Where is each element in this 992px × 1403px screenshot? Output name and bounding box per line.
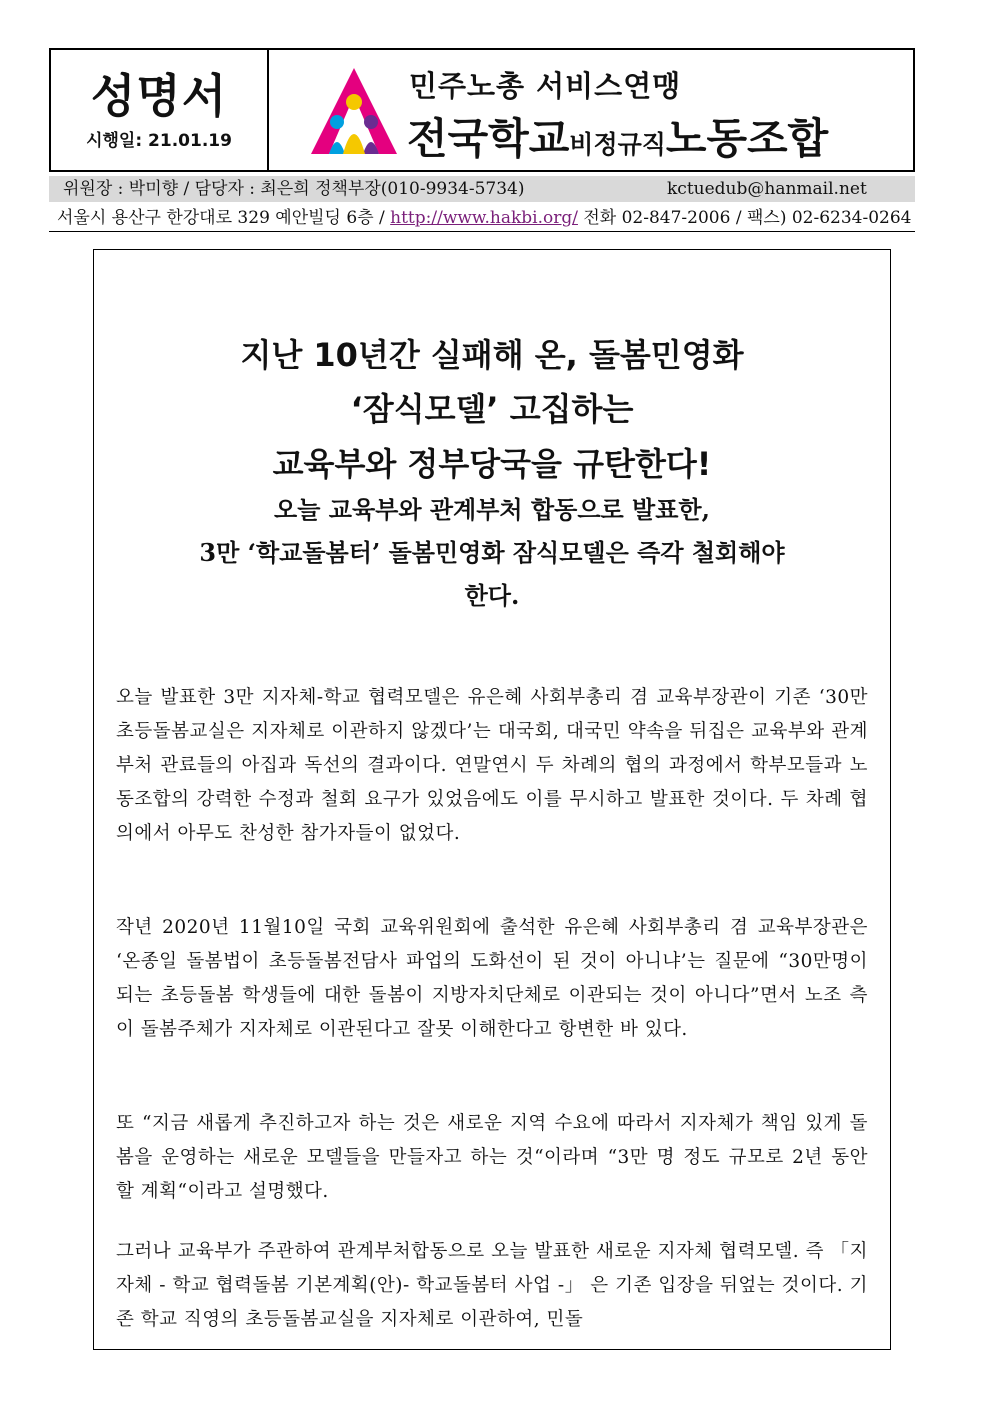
subtitle-line-3: 한다. — [464, 581, 520, 610]
phone-fax: 전화 02-847-2006 / 팩스) 02-6234-0264 — [577, 208, 912, 228]
paragraph-3: 또 “지금 새롭게 추진하고자 하는 것은 새로운 지역 수요에 따라서 지자체가 책임 있게 돌봄을 운영하는 새로운 모델들을 만들자고 하는 것“이라며 “3만 명 정도 규모로 2년 동안 할 계획“이라고 설명했다. — [116, 1113, 868, 1202]
union-logo-icon — [309, 66, 399, 158]
contact-bar — [49, 176, 915, 202]
doc-type: 성명서 — [90, 69, 228, 123]
website-link[interactable]: http://www.hakbi.org/ — [390, 208, 578, 228]
paragraph-1: 오늘 발표한 3만 지자체-학교 협력모델은 유은혜 사회부총리 겸 교육부장관이 기존 ‘30만 초등돌봄교실은 지자체로 이관하지 않겠다’는 대국회, 대국민 약속을 뒤집은 교육부와 관계부처 관료들의 아집과 독선의 결과이다. 연말연시 두 차례의 협의 과정에서 학부모들과 노동조합의 강력한 수정과 철회 요구가 있었음에도 이를 무시하고 발표한 것이다. 두 차례 협의에서 아무도 찬성한 참가자들이 없었다. — [116, 687, 868, 844]
title-line-2: ‘잠식모델’ 고집하는 — [350, 390, 634, 428]
contact-email[interactable]: kctuedub@hanmail.net — [667, 179, 867, 199]
org-union-name — [407, 106, 828, 166]
org-name-part-3: 노동조합 — [665, 114, 829, 163]
title-line-3: 교육부와 정부당국을 규탄한다! — [272, 445, 712, 483]
street-address: 서울시 용산구 한강대로 329 예안빌딩 6층 / — [57, 208, 385, 228]
address-line — [49, 204, 915, 232]
doc-date: 시행일: 21.01.19 — [86, 131, 232, 151]
title-line-1: 지난 10년간 실패해 온, 돌봄민영화 — [240, 336, 744, 374]
org-name-part-2: 비정규직 — [569, 130, 666, 159]
subtitle-line-2: 3만 ‘학교돌봄터’ 돌봄민영화 잠식모델은 즉각 철회해야 — [199, 538, 785, 567]
org-federation-name: 민주노총 서비스연맹 — [409, 69, 682, 103]
paragraph-2: 작년 2020년 11월10일 국회 교육위원회에 출석한 유은혜 사회부총리 겸 교육부장관은 ‘온종일 돌봄법이 초등돌봄전담사 파업의 도화선이 된 것이 아니냐’는 질문에 “30만명이 되는 초등돌봄 학생들에 대한 돌봄이 지방자치단체로 이관되는 것이 아니다”면서 노조 측이 돌봄주체가 지자체로 이관된다고 잘못 이해한다고 항변한 바 있다. — [116, 917, 868, 1040]
subtitle-line-1: 오늘 교육부와 관계부처 합동으로 발표한, — [274, 495, 710, 524]
letterhead — [49, 48, 915, 172]
paragraph-4: 그러나 교육부가 주관하여 관계부처합동으로 오늘 발표한 새로운 지자체 협력모델. 즉 「지자체 - 학교 협력돌봄 기본계획(안)- 학교돌봄터 사업 -」 은 기존 입장을 뒤엎는 것이다. 기존 학교 직영의 초등돌봄교실을 지자체로 이관하여, 민돌 — [116, 1241, 868, 1330]
doc-type-cell — [51, 50, 269, 170]
contact-persons: 위원장 : 박미향 / 담당자 : 최은희 정책부장(010-9934-5734) — [63, 179, 525, 199]
org-name-part-1: 전국학교 — [407, 114, 570, 163]
statement-body — [93, 249, 891, 1350]
